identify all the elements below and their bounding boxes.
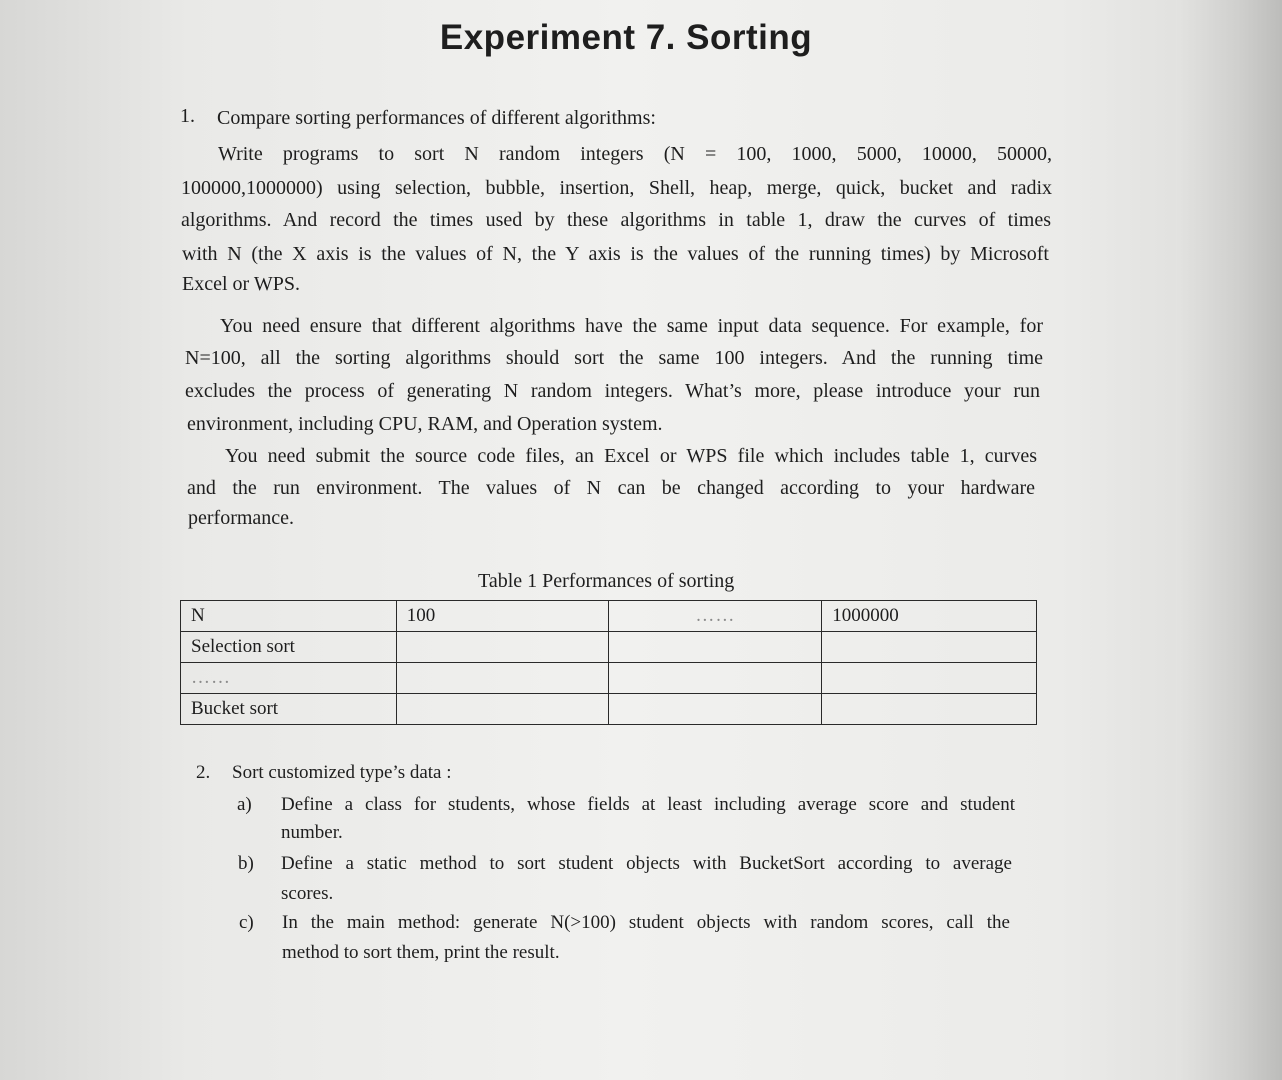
para1-line: algorithms. And record the times used by these algorithms in table 1, draw the curves of times (181, 209, 1051, 231)
para1-line: Write programs to sort N random integers (N = 100, 1000, 5000, 10000, 50000, (218, 143, 1052, 165)
section1-heading: Compare sorting performances of different algorithms: (217, 107, 656, 129)
table-cell (822, 663, 1037, 694)
table-cell: Bucket sort (181, 694, 397, 725)
para1-line: 100000,1000000) using selection, bubble, insertion, Shell, heap, merge, quick, bucket and radix (181, 177, 1052, 199)
table-cell: Selection sort (181, 632, 397, 663)
table-cell (609, 632, 822, 663)
para1-line: Excel or WPS. (182, 273, 300, 295)
table-cell (609, 663, 822, 694)
table-cell (396, 663, 609, 694)
table-cell (609, 694, 822, 725)
table-header-row (181, 601, 1037, 632)
section2-heading: Sort customized type’s data : (232, 762, 452, 783)
item-line: Define a class for students, whose fields at least including average score and student (281, 794, 1015, 815)
item-line: In the main method: generate N(>100) student objects with random scores, call the (282, 912, 1010, 933)
item-label: a) (237, 794, 252, 815)
para1-line: with N (the X axis is the values of N, the Y axis is the values of the running times) by Microsoft (182, 243, 1049, 265)
table-cell (396, 694, 609, 725)
para3-line: and the run environment. The values of N can be changed according to your hardware (187, 477, 1035, 499)
monitor-edge (1176, 0, 1282, 1080)
table-caption: Table 1 Performances of sorting (478, 570, 735, 592)
table-row (181, 694, 1037, 725)
table-cell: N (181, 601, 397, 632)
table-cell: 1000000 (822, 601, 1037, 632)
para2-line: You need ensure that different algorithms have the same input data sequence. For example, for (220, 315, 1043, 337)
section1-number: 1. (180, 105, 195, 127)
para2-line: excludes the process of generating N random integers. What’s more, please introduce your run (185, 380, 1040, 402)
table-cell (822, 632, 1037, 663)
table-row (181, 632, 1037, 663)
item-line: number. (281, 822, 343, 843)
item-label: b) (238, 853, 254, 874)
item-line: scores. (281, 883, 334, 904)
item-line: Define a static method to sort student objects with BucketSort according to average (281, 853, 1012, 874)
para3-line: You need submit the source code files, an Excel or WPS file which includes table 1, curves (225, 445, 1037, 467)
page-title: Experiment 7. Sorting (439, 18, 813, 57)
table-cell (396, 632, 609, 663)
table-cell (822, 694, 1037, 725)
table-cell: …… (609, 601, 822, 632)
para2-line: environment, including CPU, RAM, and Operation system. (187, 413, 663, 435)
table-cell: 100 (396, 601, 609, 632)
section2-number: 2. (196, 762, 211, 783)
item-label: c) (239, 912, 254, 933)
performance-table (180, 600, 1037, 725)
table-cell: …… (181, 663, 397, 694)
table-row (181, 663, 1037, 694)
para2-line: N=100, all the sorting algorithms should sort the same 100 integers. And the running time (185, 347, 1043, 369)
item-line: method to sort them, print the result. (282, 942, 560, 963)
para3-line: performance. (188, 507, 295, 529)
